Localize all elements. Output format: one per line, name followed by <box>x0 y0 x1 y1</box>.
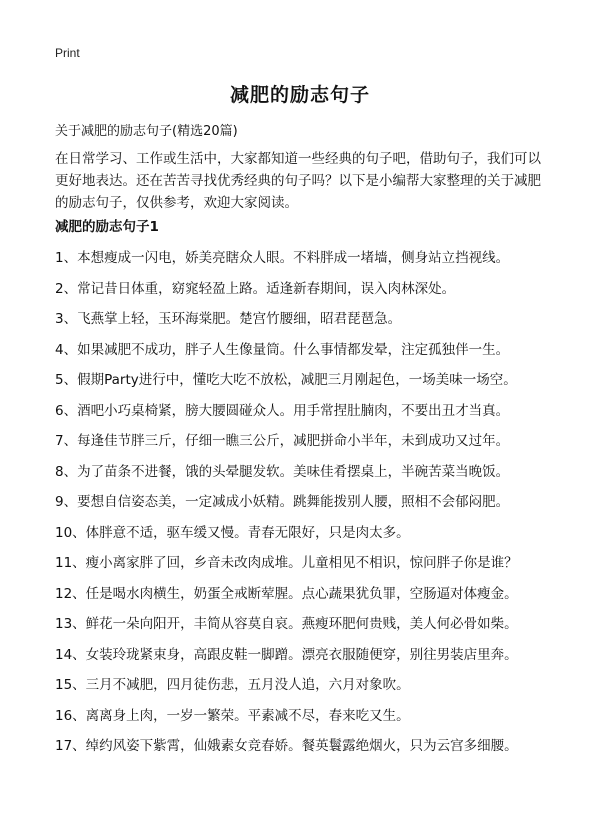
list-item: 7、每逢佳节胖三斤，仔细一瞧三公斤，减肥拼命小半年，未到成功又过年。 <box>55 433 510 449</box>
list-item: 14、女装玲珑紧束身，高跟皮鞋一脚蹭。漂亮衣服随便穿，别往男装店里奔。 <box>55 646 518 663</box>
list-item: 8、为了苗条不进餐，饿的头晕腿发软。美味佳肴摆桌上，半碗苦菜当晚饭。 <box>55 463 510 480</box>
list-item: 16、离离身上肉，一岁一繁荣。平素减不尽，春来吃又生。 <box>55 707 410 724</box>
list-item: 5、假期Party进行中，懂吃大吃不放松，减肥三月刚起色，一场美味一场空。 <box>55 372 517 388</box>
section-heading: 减肥的励志句子1 <box>55 219 159 235</box>
print-label[interactable]: Print <box>55 46 80 60</box>
list-item: 12、任是喝水肉横生，奶蛋全戒断荤腥。点心蔬果犹负罪，空肠逼对体瘦金。 <box>55 585 518 602</box>
list-item: 3、飞燕掌上轻，玉环海棠肥。楚宫竹腰细，昭君琵琶急。 <box>55 311 402 327</box>
subtitle: 关于减肥的励志句子(精选20篇) <box>55 124 238 139</box>
list-item: 2、常记昔日体重，窈窕轻盈上路。适逢新春期间，误入肉林深处。 <box>55 280 456 297</box>
intro-paragraph: 在日常学习、工作或生活中，大家都知道一些经典的句子吧，借助句子，我们可以更好地表达。还在苦苦寻找优秀经典的句子吗？以下是小编帮大家整理的关于减肥的励志句子，仅供参考，欢迎大家阅读。 <box>55 151 541 211</box>
list-item: 1、本想瘦成一闪电，娇美亮瞎众人眼。不料胖成一堵墙，侧身站立挡视线。 <box>55 250 510 266</box>
list-item: 9、要想自信姿态美，一定减成小妖精。跳舞能拨别人腰，照相不会郁闷肥。 <box>55 494 510 510</box>
list-item: 15、三月不减肥，四月徒伤悲，五月没人追，六月对象吹。 <box>55 677 410 693</box>
list-item: 13、鲜花一朵向阳开，丰简从容莫自哀。燕瘦环肥何贵贱，美人何必骨如柴。 <box>55 616 518 632</box>
list-item: 17、绰约风姿下紫霄，仙娥素女竞春娇。餐英鬟露绝烟火，只为云宫多细腰。 <box>55 738 518 754</box>
list-item: 10、体胖意不适，驱车缓又慢。青春无限好，只是肉太多。 <box>55 524 410 541</box>
quote-list <box>55 243 555 762</box>
list-item: 11、瘦小离家胖了回，乡音未改肉成堆。儿童相见不相识，惊问胖子你是谁？ <box>55 555 518 571</box>
list-item: 6、酒吧小巧桌椅紧，膀大腰圆碰众人。用手常捏肚腩肉，不要出丑才当真。 <box>55 402 510 419</box>
page-title: 减肥的励志句子 <box>229 84 370 106</box>
list-item: 4、如果减肥不成功，胖子人生像量筒。什么事情都发晕，注定孤独伴一生。 <box>55 341 510 358</box>
